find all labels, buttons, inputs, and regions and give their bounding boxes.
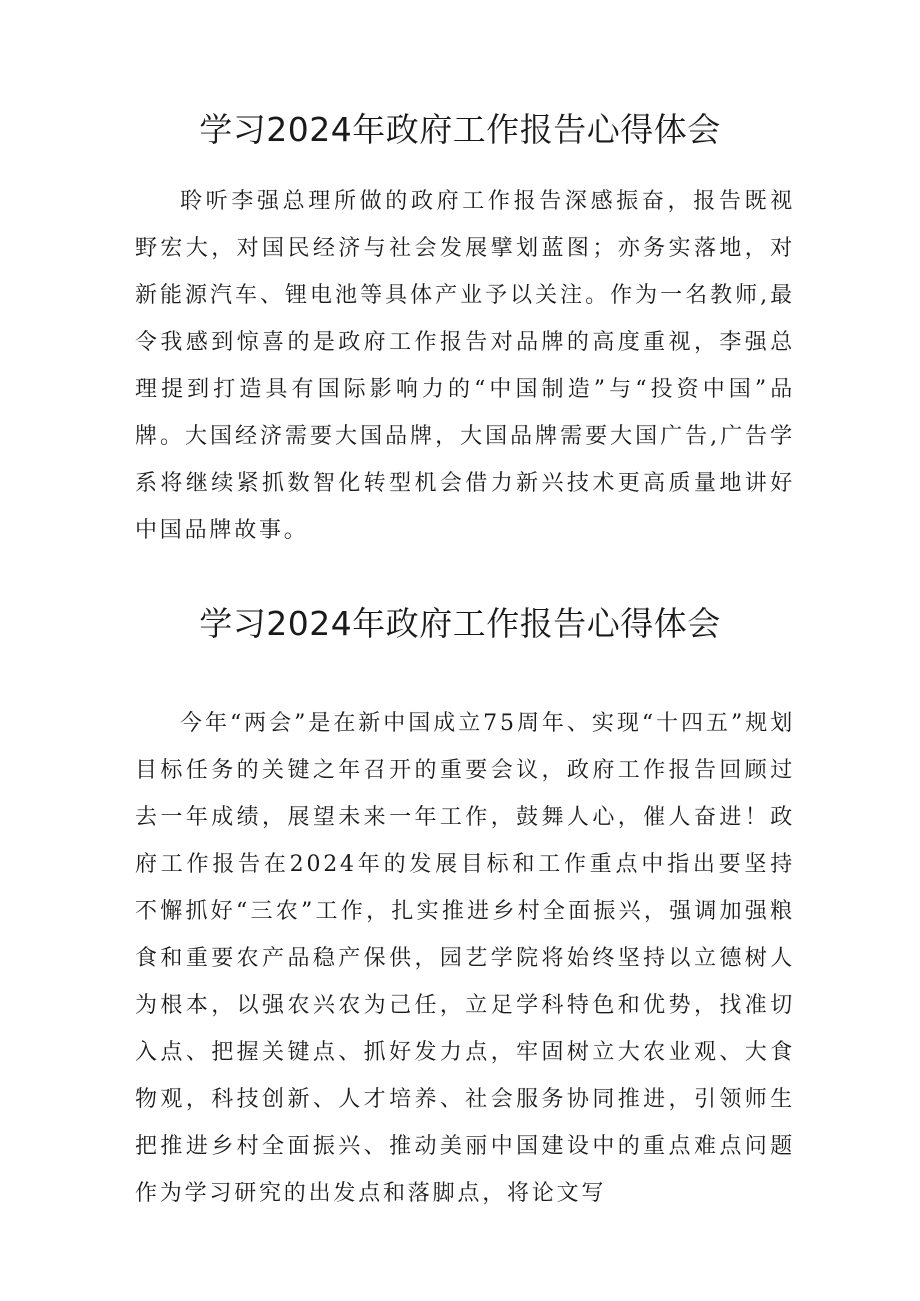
section-paragraph-2: 今年“两会”是在新中国成立75周年、实现“十四五”规划目标任务的关键之年召开的重要会议，政府工作报告回顾过去一年成绩，展望未来一年工作，鼓舞人心，催人奋进！政府工作报告在2024年的发展目标和工作重点中指出要坚持不懈抓好“三农”工作，扎实推进乡村全面振兴，强调加强粮食和重要农产品稳产保供，园艺学院将始终坚持以立德树人为根本，以强农兴农为己任，立足学科特色和优势，找准切入点、把握关键点、抓好发力点，牢固树立大农业观、大食物观，科技创新、人才培养、社会服务协同推进，引领师生把推进乡村全面振兴、推动美丽中国建设中的重点难点问题作为学习研究的出发点和落脚点，将论文写 bbox=[135, 711, 795, 1206]
section-title-1: 学习2024年政府工作报告心得体会 bbox=[199, 110, 721, 149]
section-paragraph-1: 聆听李强总理所做的政府工作报告深感振奋，报告既视野宏大，对国民经济与社会发展擘划蓝图；亦务实落地，对新能源汽车、锂电池等具体产业予以关注。作为一名教师,最令我感到惊喜的是政府工作报告对品牌的高度重视，李强总理提到打造具有国际影响力的“中国制造”与“投资中国”品牌。大国经济需要大国品牌，大国品牌需要大国广告,广告学系将继续紧抓数智化转型机会借力新兴技术更高质量地讲好中国品牌故事。 bbox=[135, 189, 795, 543]
section-title-2: 学习2024年政府工作报告心得体会 bbox=[199, 604, 721, 643]
